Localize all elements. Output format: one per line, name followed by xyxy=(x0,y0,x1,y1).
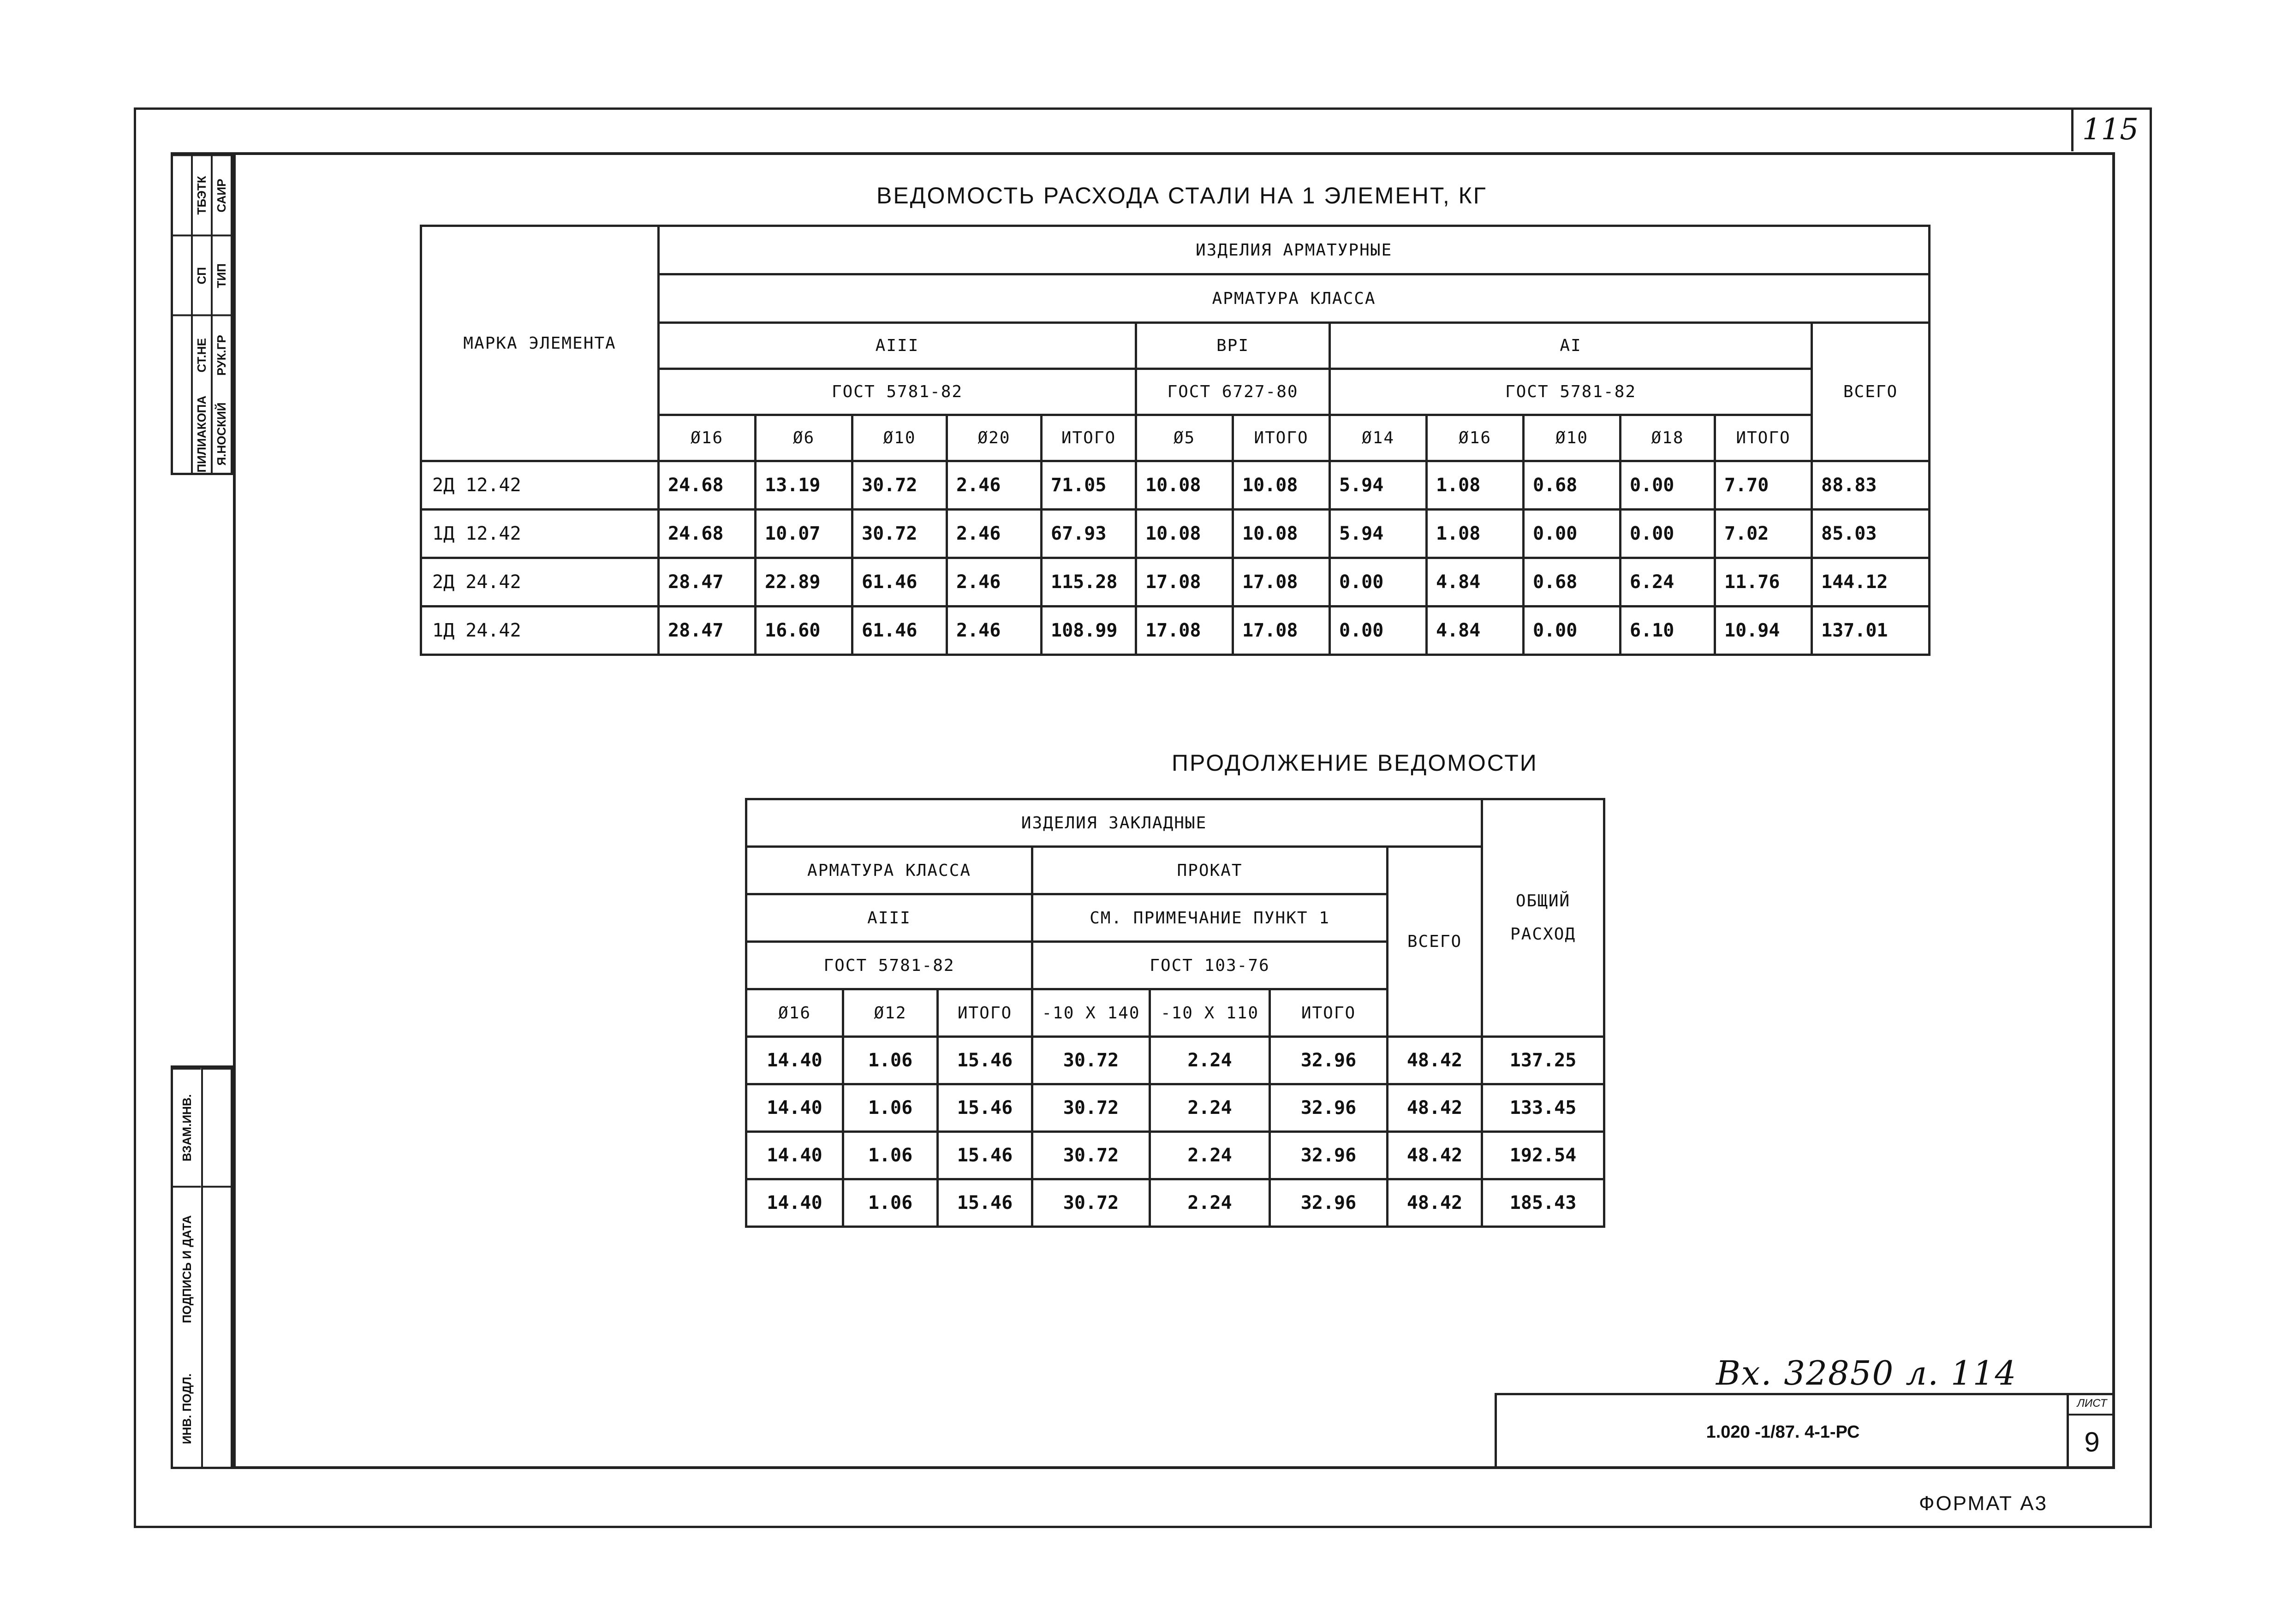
column-header: Ø16 xyxy=(659,415,756,461)
cell: 1.08 xyxy=(1427,461,1524,510)
cell: 108.99 xyxy=(1042,607,1136,655)
cell: 48.42 xyxy=(1388,1037,1482,1084)
cell: 0.00 xyxy=(1621,510,1715,558)
class-header: АРМАТУРА КЛАССА xyxy=(746,847,1032,894)
cell: 15.46 xyxy=(938,1037,1032,1084)
table-row xyxy=(746,1037,1604,1084)
cell: 48.42 xyxy=(1388,1179,1482,1227)
stamp-cell xyxy=(173,235,191,315)
class-a3-header: АIII xyxy=(746,894,1032,942)
cell: 14.40 xyxy=(746,1179,843,1227)
cell: 0.00 xyxy=(1621,461,1715,510)
cell: 30.72 xyxy=(1032,1179,1150,1227)
stamp-cell: РУК.ГР xyxy=(213,315,231,395)
cell: 17.08 xyxy=(1136,607,1233,655)
cell: 0.68 xyxy=(1524,461,1621,510)
cell: 4.84 xyxy=(1427,607,1524,655)
cell: 24.68 xyxy=(659,510,756,558)
table1-title: ВЕДОМОСТЬ РАСХОДА СТАЛИ НА 1 ЭЛЕМЕНТ, КГ xyxy=(876,183,1487,208)
cell: 2.46 xyxy=(947,461,1042,510)
cell: 30.72 xyxy=(1032,1084,1150,1132)
cell: 32.96 xyxy=(1270,1037,1388,1084)
table-row xyxy=(421,558,1930,607)
class-a1-header: АI xyxy=(1330,323,1812,369)
cell: 71.05 xyxy=(1042,461,1136,510)
cell: 6.24 xyxy=(1621,558,1715,607)
table2-title: ПРОДОЛЖЕНИЕ ВЕДОМОСТИ xyxy=(1172,750,1538,776)
cell: 32.96 xyxy=(1270,1179,1388,1227)
stamp-cell: САИР xyxy=(213,155,231,235)
column-header: Ø12 xyxy=(843,989,938,1037)
column-header: Ø10 xyxy=(852,415,947,461)
table-row xyxy=(746,1179,1604,1227)
sheet-label: ЛИСТ xyxy=(2069,1393,2115,1416)
column-header: ИТОГО xyxy=(938,989,1032,1037)
cell: 1.08 xyxy=(1427,510,1524,558)
cell: 0.00 xyxy=(1330,607,1427,655)
column-header: -10 Х 110 xyxy=(1150,989,1270,1037)
cell: 32.96 xyxy=(1270,1132,1388,1179)
cell: 14.40 xyxy=(746,1132,843,1179)
total-header: ВСЕГО xyxy=(1812,323,1930,461)
cell: 185.43 xyxy=(1482,1179,1604,1227)
column-header: ИТОГО xyxy=(1270,989,1388,1037)
cell: 2.46 xyxy=(947,510,1042,558)
gost-vp1: ГОСТ 6727-80 xyxy=(1136,369,1330,415)
cell: 30.72 xyxy=(1032,1132,1150,1179)
column-header: Ø10 xyxy=(1524,415,1621,461)
cell: 1.06 xyxy=(843,1037,938,1084)
stamp-cell: ТИП xyxy=(213,235,231,315)
cell: 85.03 xyxy=(1812,510,1930,558)
column-header: Ø16 xyxy=(1427,415,1524,461)
cell: 10.08 xyxy=(1233,510,1330,558)
stamp-cell: ВЗАМ.ИНВ. xyxy=(173,1068,201,1186)
cell: 28.47 xyxy=(659,558,756,607)
stamp-cell xyxy=(173,155,191,235)
rolled-header: ПРОКАТ xyxy=(1032,847,1388,894)
column-header: Ø5 xyxy=(1136,415,1233,461)
class-vp1-header: ВРI xyxy=(1136,323,1330,369)
paper-format: ФОРМАТ А3 xyxy=(1919,1492,2048,1515)
column-header: Ø20 xyxy=(947,415,1042,461)
column-header: Ø18 xyxy=(1621,415,1715,461)
incoming-stamp-handwritten: Вх. 32850 л. 114 xyxy=(1716,1354,2017,1392)
total-header: ВСЕГО xyxy=(1388,847,1482,1037)
cell: 10.08 xyxy=(1233,461,1330,510)
row-mark: 1Д 24.42 xyxy=(421,607,659,655)
table-row xyxy=(421,607,1930,655)
sheet-number: 9 xyxy=(2084,1427,2100,1457)
stamp-cell: СП xyxy=(193,235,211,315)
cell: 88.83 xyxy=(1812,461,1930,510)
cell: 0.68 xyxy=(1524,558,1621,607)
cell: 2.24 xyxy=(1150,1132,1270,1179)
cell: 1.06 xyxy=(843,1179,938,1227)
steel-consumption-table xyxy=(420,225,1931,656)
cell: 30.72 xyxy=(852,510,947,558)
cell: 137.01 xyxy=(1812,607,1930,655)
cell: 30.72 xyxy=(1032,1037,1150,1084)
cell: 2.46 xyxy=(947,558,1042,607)
row-mark: 2Д 24.42 xyxy=(421,558,659,607)
cell: 10.08 xyxy=(1136,461,1233,510)
subgroup-header: АРМАТУРА КЛАССА xyxy=(659,274,1930,323)
cell: 11.76 xyxy=(1715,558,1812,607)
cell: 115.28 xyxy=(1042,558,1136,607)
stamp-approvals xyxy=(171,152,233,475)
cell: 10.07 xyxy=(756,510,852,558)
cell: 15.46 xyxy=(938,1084,1032,1132)
cell: 4.84 xyxy=(1427,558,1524,607)
overall-header: ОБЩИЙ РАСХОД xyxy=(1482,799,1604,1037)
table-row xyxy=(421,510,1930,558)
cell: 10.94 xyxy=(1715,607,1812,655)
cell: 48.42 xyxy=(1388,1084,1482,1132)
page-number: 115 xyxy=(2071,107,2147,151)
cell: 10.08 xyxy=(1136,510,1233,558)
gost-a3: ГОСТ 5781-82 xyxy=(746,942,1032,989)
stamp-cell: ПОДПИСЬ И ДАТА xyxy=(173,1186,201,1350)
cell: 144.12 xyxy=(1812,558,1930,607)
cell: 22.89 xyxy=(756,558,852,607)
cell: 1.06 xyxy=(843,1132,938,1179)
row-mark: 1Д 12.42 xyxy=(421,510,659,558)
cell: 0.00 xyxy=(1330,558,1427,607)
cell: 17.08 xyxy=(1233,558,1330,607)
cell: 192.54 xyxy=(1482,1132,1604,1179)
cell: 16.60 xyxy=(756,607,852,655)
column-header: ИТОГО xyxy=(1233,415,1330,461)
cell: 5.94 xyxy=(1330,461,1427,510)
cell: 14.40 xyxy=(746,1084,843,1132)
cell: 137.25 xyxy=(1482,1037,1604,1084)
column-header: Ø16 xyxy=(746,989,843,1037)
cell: 61.46 xyxy=(852,558,947,607)
group-header: ИЗДЕЛИЯ АРМАТУРНЫЕ xyxy=(659,226,1930,274)
row-mark: 2Д 12.42 xyxy=(421,461,659,510)
cell: 17.08 xyxy=(1233,607,1330,655)
note-header: СМ. ПРИМЕЧАНИЕ ПУНКТ 1 xyxy=(1032,894,1388,942)
cell: 5.94 xyxy=(1330,510,1427,558)
table-row xyxy=(746,1132,1604,1179)
gost-a1: ГОСТ 5781-82 xyxy=(1330,369,1812,415)
stamp-cell xyxy=(173,395,191,473)
stamp-cell xyxy=(173,315,191,395)
gost-rolled: ГОСТ 103-76 xyxy=(1032,942,1388,989)
stamp-cell: ИНВ. ПОДЛ. xyxy=(179,1373,194,1444)
mark-header: МАРКА ЭЛЕМЕНТА xyxy=(421,226,659,461)
cell: 6.10 xyxy=(1621,607,1715,655)
stamp-cell xyxy=(203,1186,231,1350)
column-header: ИТОГО xyxy=(1715,415,1812,461)
stamp-cell xyxy=(203,1350,231,1467)
stamp-cell: СТ.НЕ xyxy=(193,315,211,395)
cell: 0.00 xyxy=(1524,510,1621,558)
cell: 48.42 xyxy=(1388,1132,1482,1179)
cell: 1.06 xyxy=(843,1084,938,1132)
cell: 24.68 xyxy=(659,461,756,510)
cell: 2.46 xyxy=(947,607,1042,655)
cell: 133.45 xyxy=(1482,1084,1604,1132)
cell: 28.47 xyxy=(659,607,756,655)
column-header: Ø6 xyxy=(756,415,852,461)
cell: 2.24 xyxy=(1150,1037,1270,1084)
cell: 32.96 xyxy=(1270,1084,1388,1132)
table-row xyxy=(746,1084,1604,1132)
column-header: -10 Х 140 xyxy=(1032,989,1150,1037)
cell: 15.46 xyxy=(938,1179,1032,1227)
cell: 30.72 xyxy=(852,461,947,510)
column-header: Ø14 xyxy=(1330,415,1427,461)
cell: 17.08 xyxy=(1136,558,1233,607)
cell: 14.40 xyxy=(746,1037,843,1084)
cell: 67.93 xyxy=(1042,510,1136,558)
cell: 0.00 xyxy=(1524,607,1621,655)
cell: 2.24 xyxy=(1150,1084,1270,1132)
stamp-signatures xyxy=(171,1065,233,1469)
stamp-cell: ПИЛИАКОПА xyxy=(195,395,209,472)
cell: 2.24 xyxy=(1150,1179,1270,1227)
cell: 61.46 xyxy=(852,607,947,655)
gost-a3: ГОСТ 5781-82 xyxy=(659,369,1136,415)
stamp-cell: ТБЭТК xyxy=(193,155,211,235)
embedded-parts-table xyxy=(745,798,1605,1228)
sheet-box xyxy=(2067,1393,2115,1469)
stamp-cell: Я.НОСКИЙ xyxy=(215,402,228,465)
cell: 13.19 xyxy=(756,461,852,510)
cell: 15.46 xyxy=(938,1132,1032,1179)
stamp-cell xyxy=(203,1068,231,1186)
class-a3-header: АIII xyxy=(659,323,1136,369)
cell: 7.70 xyxy=(1715,461,1812,510)
title-block xyxy=(1495,1393,2115,1469)
column-header: ИТОГО xyxy=(1042,415,1136,461)
cell: 7.02 xyxy=(1715,510,1812,558)
document-code: 1.020 -1/87. 4-1-РС xyxy=(1706,1422,1860,1442)
group-header: ИЗДЕЛИЯ ЗАКЛАДНЫЕ xyxy=(746,799,1482,847)
table-row xyxy=(421,461,1930,510)
